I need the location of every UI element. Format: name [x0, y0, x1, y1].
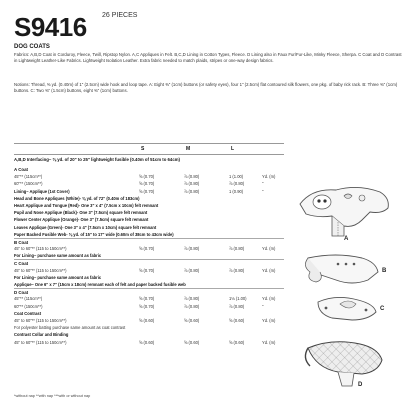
table-row — [14, 195, 284, 202]
coat-d-illustration — [298, 336, 398, 394]
unit-cell: " — [262, 303, 264, 309]
row-label: B Coat — [14, 239, 29, 245]
size-m-cell: ⅞ (0.80) — [184, 181, 200, 187]
size-l-cell: ⅞ (0.80) — [229, 181, 245, 187]
row-label: 45"** (115cm**) — [14, 174, 43, 180]
table-row — [14, 209, 284, 216]
table-row — [14, 238, 284, 245]
unit-cell: Yd. (m) — [262, 339, 276, 345]
pattern-number: S9416 — [14, 12, 87, 42]
table-row — [14, 188, 284, 195]
size-l-cell: ⅞ (0.80) — [229, 303, 245, 309]
illus-label-d: D — [358, 382, 363, 388]
size-l-cell: 1 (0.90) — [229, 188, 244, 194]
coat-c-illustration — [296, 290, 396, 326]
table-row — [14, 231, 284, 238]
row-label: 45" to 60"** (115 to 150cm**) — [14, 317, 67, 323]
row-label: For Lining– purchase same amount as fabric — [14, 274, 102, 280]
unit-cell: Yd. (m) — [262, 246, 276, 252]
yardage-table — [14, 166, 284, 346]
size-m-cell: ⅞ (0.80) — [184, 246, 200, 252]
pattern-title: DOG COATS — [14, 44, 50, 50]
size-l-header: L — [231, 146, 235, 152]
size-s-cell: ⅝ (0.70) — [139, 188, 155, 194]
table-row — [14, 173, 284, 180]
unit-cell: Yd. (m) — [262, 267, 276, 273]
row-label: Coat Contrast — [14, 310, 42, 316]
row-label: 45" to 60"** (115 to 150cm**) — [14, 246, 67, 252]
size-m-cell: ⅞ (0.80) — [184, 296, 200, 302]
row-label: Head and Bone Appliques (White)- ⅜ yd. of 72" (0.40m of 183cm) — [14, 195, 140, 201]
size-s-cell: ⅝ (0.60) — [139, 339, 155, 345]
size-m-cell: ⅞ (0.80) — [184, 267, 200, 273]
size-m-cell: ⅞ (0.80) — [184, 174, 200, 180]
row-label: Pupil and Nose Applique (Black)- One 3" (7.5cm) square felt remnant — [14, 210, 148, 216]
row-label: Leaves Applique (Green)- One 3" x 4" (7.5cm x 10cm) square felt remnant — [14, 224, 157, 230]
size-s-cell: ⅝ (0.70) — [139, 246, 155, 252]
coat-a-illustration — [292, 178, 396, 244]
row-label: A Coat — [14, 167, 28, 172]
row-label: 45" to 60"** (115 to 150cm**) — [14, 339, 67, 345]
row-label: C Coat — [14, 261, 29, 267]
table-row — [14, 295, 284, 302]
fabrics-paragraph: Fabrics: A,B,D Coat in Corduroy, Fleece, Twill, Ripstop Nylon. A,C Appliques in Felt. B,C,D Lining in Cotton Types, Fleece. D Lining also in Faux Fur/Fur-Like, Minky Fleece, Sherpa. C Coat and D Contrast in Lightweight Leather-Like Fabrics. Lightweight Isolation Leather. Extra fabric needed to match plaids, stripes or one-way design fabrics. — [14, 52, 402, 63]
size-m-cell: ⅞ (0.80) — [184, 188, 200, 194]
row-label: For Lining– purchase same amount as fabric — [14, 253, 102, 259]
illus-label-c: C — [380, 306, 385, 312]
table-row — [14, 281, 284, 288]
row-label: Contrast Collar and Binding — [14, 332, 69, 338]
size-s-header: S — [141, 146, 145, 152]
size-l-cell: ⅝ (0.60) — [229, 339, 245, 345]
size-s-cell: ⅝ (0.70) — [139, 296, 155, 302]
row-label: Heart Applique and Tongue (Red)- One 3" x 4" (7.5cm x 10cm) felt remnant — [14, 202, 159, 208]
coat-b-illustration — [296, 250, 396, 290]
row-label: D Coat — [14, 290, 29, 296]
table-row — [14, 310, 284, 317]
pieces-count: 26 PIECES — [102, 12, 138, 19]
table-row — [14, 252, 284, 259]
table-row — [14, 245, 284, 252]
divider — [14, 143, 284, 144]
size-l-cell: ⅝ (0.60) — [229, 317, 245, 323]
size-s-cell: ⅝ (0.70) — [139, 174, 155, 180]
interfacing-line: A,B,D Interfacing– ⅜ yd. of 20" to 25" lightweight fusible (0.40m of 51cm to 64cm) — [14, 157, 180, 162]
size-s-cell: ⅝ (0.60) — [139, 317, 155, 323]
table-row — [14, 324, 284, 331]
table-row — [14, 216, 284, 223]
size-l-cell: ⅞ (0.80) — [229, 246, 245, 252]
illus-label-a: A — [344, 236, 349, 242]
unit-cell: Yd. (m) — [262, 317, 276, 323]
coat-b-drawing — [296, 250, 396, 290]
unit-cell: Yd. (m) — [262, 296, 276, 302]
unit-cell: Yd. (m) — [262, 174, 276, 180]
pattern-header — [14, 12, 87, 43]
size-l-cell: 1 (1.00) — [229, 174, 244, 180]
unit-cell: " — [262, 188, 264, 194]
row-label: 45"** (115cm**) — [14, 296, 43, 302]
row-label: 60"** (150cm**) — [14, 303, 43, 309]
table-row — [14, 259, 284, 266]
coat-d-drawing — [298, 336, 398, 394]
row-label: For polyester batting purchase same amount as coat contrast — [14, 325, 126, 331]
size-s-cell: ⅝ (0.70) — [139, 303, 155, 309]
row-label: Applique– One 6" x 7" (15cm x 18cm) remnant each of felt and paper backed fusible web — [14, 282, 186, 287]
table-row — [14, 274, 284, 281]
size-s-cell: ⅝ (0.70) — [139, 181, 155, 187]
size-m-header: M — [186, 146, 191, 152]
table-row — [14, 331, 284, 338]
table-row — [14, 166, 284, 173]
notions-paragraph: Notions: Thread, ⅜ yd. (0.40m) of 1" (2.5cm) wide hook and loop tape. A: Eight ⅜" (1cm) buttons (or safety eyes), four 1" (2.5cm) flat contoured silk flowers, one pkg. of baby rick rack. B: Three ⅜" (1cm) buttons. C: Two ⅜" (1.5cm) buttons, eight ⅜" (1cm) buttons. — [14, 82, 398, 93]
size-s-cell: ⅝ (0.70) — [139, 267, 155, 273]
table-row — [14, 339, 284, 346]
row-label: Paper Backed Fusible Web- ⅜ yd. of 15" to 17" wide (0.60m of 38cm to 43cm wide) — [14, 231, 174, 237]
row-label: 45" to 60"** (115 to 150cm**) — [14, 267, 67, 273]
coat-a-drawing — [292, 178, 396, 244]
table-row — [14, 267, 284, 274]
size-m-cell: ⅝ (0.60) — [184, 339, 200, 345]
table-row — [14, 224, 284, 231]
size-m-cell: ⅞ (0.80) — [184, 303, 200, 309]
row-label: Lining– Applique (1st Cover) — [14, 188, 70, 194]
table-row — [14, 202, 284, 209]
size-m-cell: ⅝ (0.60) — [184, 317, 200, 323]
footnote: *without nap **with nap ***with or without nap — [14, 394, 91, 398]
table-row — [14, 317, 284, 324]
size-l-cell: ⅞ (0.80) — [229, 267, 245, 273]
table-row — [14, 180, 284, 187]
illus-label-b: B — [382, 268, 387, 274]
unit-cell: " — [262, 181, 264, 187]
size-l-cell: 1⅛ (1.00) — [229, 296, 247, 302]
table-row — [14, 288, 284, 295]
row-label: 60"** (150cm**) — [14, 181, 43, 187]
divider — [14, 154, 284, 155]
row-label: Flower Center Applique (Orange)- One 3" (7.5cm) square felt remnant — [14, 217, 149, 223]
table-row — [14, 303, 284, 310]
